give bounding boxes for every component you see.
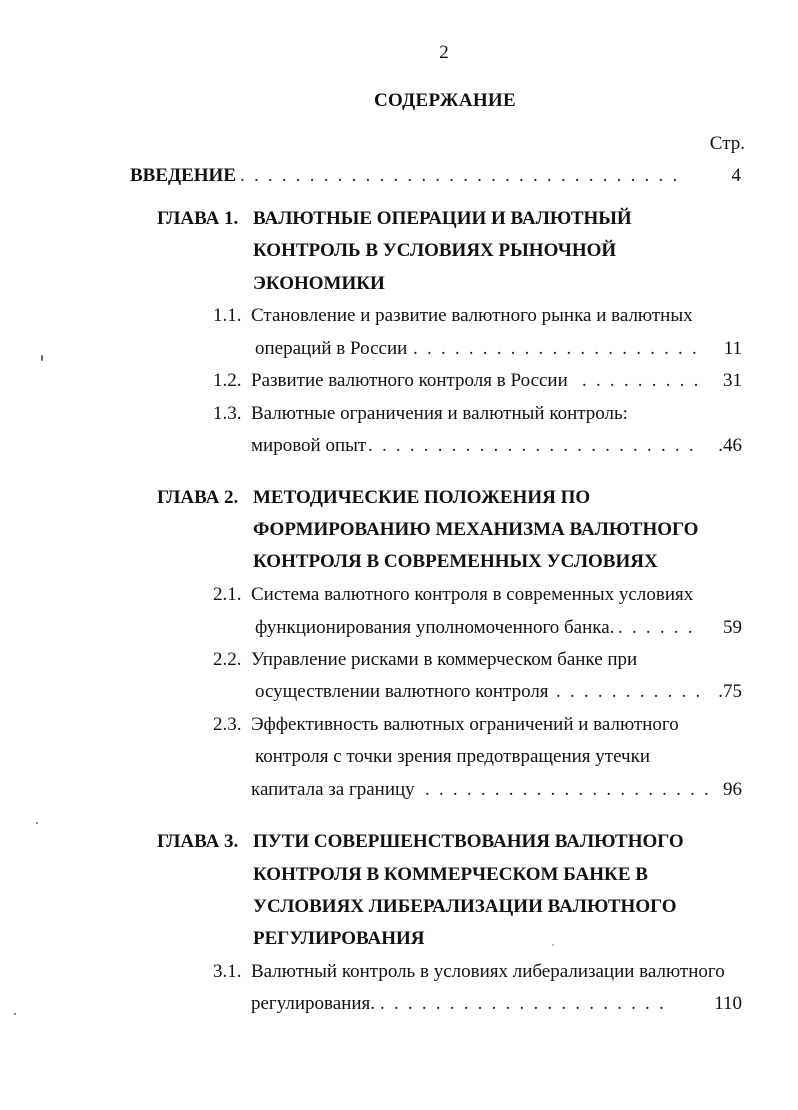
- page-title: СОДЕРЖАНИЕ: [374, 90, 516, 111]
- section-title-line: Эффективность валютных ограничений и валютного: [251, 714, 679, 735]
- section-title-line: Валютные ограничения и валютный контроль:: [251, 403, 628, 424]
- section-page: 96: [723, 779, 742, 800]
- section-title-line: Развитие валютного контроля в России: [251, 370, 568, 391]
- dot-leader: .........: [582, 370, 708, 391]
- page-column-label: Стр.: [709, 133, 745, 154]
- dot-leader: .....................: [425, 779, 718, 800]
- section-title-line: регулирования.: [251, 993, 376, 1014]
- chapter-1-title-line: ЭКОНОМИКИ: [253, 273, 385, 294]
- dot-leader: ......: [618, 617, 702, 638]
- chapter-1-label: ГЛАВА 1.: [157, 208, 239, 229]
- section-title-line: Валютный контроль в условиях либерализации валютного: [251, 961, 725, 982]
- section-title-line: капитала за границу: [251, 779, 415, 800]
- chapter-2-title-line: МЕТОДИЧЕСКИЕ ПОЛОЖЕНИЯ ПО: [253, 487, 591, 508]
- section-number: 2.3.: [213, 714, 242, 735]
- chapter-3-title-line: УСЛОВИЯХ ЛИБЕРАЛИЗАЦИИ ВАЛЮТНОГО: [253, 896, 677, 917]
- section-title-line: функционирования уполномоченного банка.: [255, 617, 615, 638]
- chapter-2-label: ГЛАВА 2.: [157, 487, 239, 508]
- section-page: 11: [723, 338, 742, 359]
- section-title-line: контроля с точки зрения предотвращения утечки: [255, 746, 650, 767]
- intro-page: 4: [731, 165, 741, 186]
- chapter-3-title-line: ПУТИ СОВЕРШЕНСТВОВАНИЯ ВАЛЮТНОГО: [253, 831, 684, 852]
- chapter-1-title-line: КОНТРОЛЬ В УСЛОВИЯХ РЫНОЧНОЙ: [253, 240, 617, 261]
- section-page: 31: [723, 370, 742, 391]
- section-page: .75: [718, 681, 742, 702]
- chapter-1-title-line: ВАЛЮТНЫЕ ОПЕРАЦИИ И ВАЛЮТНЫЙ: [253, 208, 632, 229]
- intro-label: ВВЕДЕНИЕ: [130, 165, 236, 186]
- scan-speck: [36, 822, 38, 824]
- section-title-line: Становление и развитие валютного рынка и валютных: [251, 305, 693, 326]
- section-number: 3.1.: [213, 961, 242, 982]
- section-number: 2.1.: [213, 584, 242, 605]
- chapter-3-title-line: КОНТРОЛЯ В КОММЕРЧЕСКОМ БАНКЕ В: [253, 864, 648, 885]
- scan-speck: [41, 355, 43, 361]
- scan-speck: [552, 944, 554, 946]
- dot-leader: ........................: [368, 435, 703, 456]
- section-page: 110: [714, 993, 742, 1014]
- scan-speck: [14, 1013, 16, 1015]
- section-title-line: осуществлении валютного контроля: [255, 681, 549, 702]
- section-title-line: операций в России: [255, 338, 408, 359]
- section-number: 2.2.: [213, 649, 242, 670]
- section-title-line: Управление рисками в коммерческом банке при: [251, 649, 638, 670]
- section-title-line: мировой опыт: [251, 435, 367, 456]
- section-title-line: Система валютного контроля в современных условиях: [251, 584, 694, 605]
- section-number: 1.3.: [213, 403, 242, 424]
- chapter-3-title-line: РЕГУЛИРОВАНИЯ: [253, 928, 425, 949]
- dot-leader: .....................: [413, 338, 706, 359]
- page-number: 2: [439, 42, 449, 63]
- dot-leader: ...........: [556, 681, 710, 702]
- section-number: 1.1.: [213, 305, 242, 326]
- section-page: .46: [718, 435, 742, 456]
- dot-leader: .....................: [380, 993, 673, 1014]
- chapter-2-title-line: ФОРМИРОВАНИЮ МЕХАНИЗМА ВАЛЮТНОГО: [253, 519, 699, 540]
- chapter-2-title-line: КОНТРОЛЯ В СОВРЕМЕННЫХ УСЛОВИЯХ: [253, 551, 658, 572]
- section-page: 59: [723, 617, 742, 638]
- section-number: 1.2.: [213, 370, 242, 391]
- dot-leader: ................................: [240, 165, 687, 186]
- chapter-3-label: ГЛАВА 3.: [157, 831, 239, 852]
